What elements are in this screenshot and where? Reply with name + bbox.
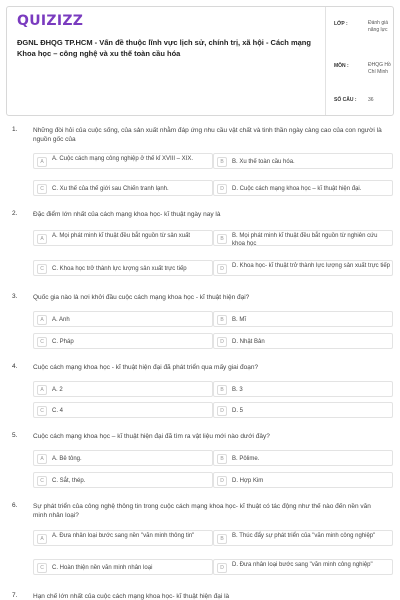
header-divider (325, 7, 326, 115)
option-text: D. Đưa nhân loại bước sang "văn minh công nghiệp" (232, 562, 373, 568)
worksheet-header (6, 6, 394, 116)
subject-value: ĐHQG Hồ Chí Minh (368, 62, 391, 75)
option-letter-badge: A (37, 534, 47, 544)
answer-option-d[interactable] (213, 472, 393, 488)
question-text: Cuộc cách mạng khoa học - kĩ thuật hiện đại đã phát triển qua mấy giai đoạn? (33, 364, 259, 371)
subject-label: MÔN : (334, 63, 349, 69)
answer-option-b[interactable] (213, 450, 393, 466)
option-text: B. Xu thế toàn cầu hóa. (232, 158, 295, 165)
question-text: Sự phát triển của công nghệ thông tin trong cuộc cách mạng khoa học- kĩ thuật có tác động như thế nào đến nền văn minh nhân loại? (33, 503, 371, 519)
option-letter-badge: C (37, 337, 47, 347)
question-number: 5. (12, 432, 18, 439)
option-letter-badge: B (217, 315, 227, 325)
answer-option-c[interactable] (33, 472, 213, 488)
option-text: D. 5 (232, 407, 244, 414)
question-count-label: SỐ CÂU : (334, 97, 357, 103)
option-text: B. Thúc đẩy sự phát triển của "văn minh công nghiệp" (232, 533, 376, 539)
quizizz-logo: QUIZIZZ (17, 13, 84, 29)
option-text: B. Pôlime. (232, 455, 260, 462)
option-letter-badge: A (37, 234, 47, 244)
question-text: Cuộc cách mạng khoa học – kĩ thuật hiện đại đã tìm ra vật liệu mới nào dưới đây? (33, 433, 270, 440)
option-letter-badge: D (217, 337, 227, 347)
question-number: 1. (12, 126, 18, 133)
answer-option-a[interactable] (33, 530, 213, 546)
question-count-value: 36 (368, 97, 374, 103)
option-letter-badge: C (37, 476, 47, 486)
option-text: A. Mọi phát minh kĩ thuật đều bắt nguồn từ sản xuất (52, 233, 191, 239)
option-text: B. Mĩ (232, 316, 247, 323)
answer-option-a[interactable] (33, 450, 213, 466)
answer-option-c[interactable] (33, 180, 213, 196)
option-letter-badge: D (217, 406, 227, 416)
option-text: A. Bê tông. (52, 455, 82, 462)
option-text: C. Sắt, thép. (52, 477, 86, 484)
question-number: 7. (12, 592, 18, 599)
option-text: B. 3 (232, 386, 243, 393)
answer-option-b[interactable] (213, 381, 393, 397)
answer-option-b[interactable] (213, 153, 393, 169)
answer-option-d[interactable] (213, 402, 393, 418)
option-text: A. Cuộc cách mạng công nghiệp ở thế kỉ XVIII – XIX. (52, 156, 194, 162)
question-number: 2. (12, 210, 18, 217)
question-text: Hạn chế lớn nhất của cuộc cách mạng khoa học- kĩ thuật hiện đại là (33, 593, 230, 600)
class-value: Đánh giá năng lực (368, 20, 389, 33)
answer-option-a[interactable] (33, 311, 213, 327)
option-text: C. Xu thế của thế giới sau Chiến tranh lạnh. (52, 185, 169, 192)
answer-option-b[interactable] (213, 311, 393, 327)
option-letter-badge: C (37, 563, 47, 573)
option-text: C. 4 (52, 407, 64, 414)
answer-option-c[interactable] (33, 402, 213, 418)
class-label: LỚP : (334, 21, 348, 27)
option-letter-badge: A (37, 315, 47, 325)
option-letter-badge: A (37, 157, 47, 167)
option-letter-badge: D (217, 476, 227, 486)
question-number: 6. (12, 502, 18, 509)
option-letter-badge: B (217, 157, 227, 167)
answer-option-b[interactable] (213, 230, 393, 246)
question-number: 3. (12, 293, 18, 300)
answer-option-d[interactable] (213, 260, 393, 276)
option-text: B. Mọi phát minh kĩ thuật đều bắt nguồn từ nghiên cứu khoa học (232, 233, 378, 247)
question-text: Quốc gia nào là nơi khởi đầu cuộc cách mạng khoa học - kĩ thuật hiện đại? (33, 294, 250, 301)
answer-option-d[interactable] (213, 333, 393, 349)
option-text: A. 2 (52, 386, 63, 393)
option-text: D. Nhật Bản (232, 338, 265, 345)
option-letter-badge: B (217, 454, 227, 464)
option-letter-badge: C (37, 264, 47, 274)
answer-option-c[interactable] (33, 333, 213, 349)
answer-option-a[interactable] (33, 381, 213, 397)
option-letter-badge: C (37, 184, 47, 194)
option-text: A. Anh (52, 316, 70, 323)
answer-option-d[interactable] (213, 180, 393, 196)
worksheet-title: ĐGNL ĐHQG TP.HCM - Vấn đề thuộc lĩnh vực lịch sử, chính trị, xã hội - Cách mạng Khoa học – công nghệ và xu thế toàn cầu hóa (17, 38, 311, 58)
option-text: D. Hợp Kim (232, 477, 264, 484)
option-letter-badge: A (37, 385, 47, 395)
option-text: D. Khoa học- kĩ thuật trở thành lực lượng sản xuất trực tiếp (232, 263, 390, 269)
question-number: 4. (12, 363, 18, 370)
option-letter-badge: D (217, 184, 227, 194)
answer-option-a[interactable] (33, 153, 213, 169)
option-letter-badge: B (217, 234, 227, 244)
option-text: C. Pháp (52, 338, 74, 345)
option-text: D. Cuộc cách mạng khoa học – kĩ thuật hiện đại. (232, 185, 362, 192)
option-letter-badge: B (217, 534, 227, 544)
question-text: Những đòi hỏi của cuộc sống, của sản xuất nhằm đáp ứng nhu cầu vật chất và tinh thần ngày càng cao của con người là nguồn gốc của (33, 127, 382, 143)
option-letter-badge: D (217, 264, 227, 274)
answer-option-c[interactable] (33, 260, 213, 276)
option-text: A. Đưa nhân loại bước sang nền "văn minh thông tin" (52, 533, 195, 539)
option-text: C. Hoàn thiện nền văn minh nhân loại (52, 564, 153, 571)
option-text: C. Khoa học trở thành lực lượng sản xuất trực tiếp (52, 265, 187, 272)
option-letter-badge: D (217, 563, 227, 573)
option-letter-badge: C (37, 406, 47, 416)
answer-option-a[interactable] (33, 230, 213, 246)
answer-option-d[interactable] (213, 559, 393, 575)
question-text: Đặc điểm lớn nhất của cách mạng khoa học- kĩ thuật ngày nay là (33, 211, 221, 218)
option-letter-badge: A (37, 454, 47, 464)
answer-option-b[interactable] (213, 530, 393, 546)
answer-option-c[interactable] (33, 559, 213, 575)
option-letter-badge: B (217, 385, 227, 395)
